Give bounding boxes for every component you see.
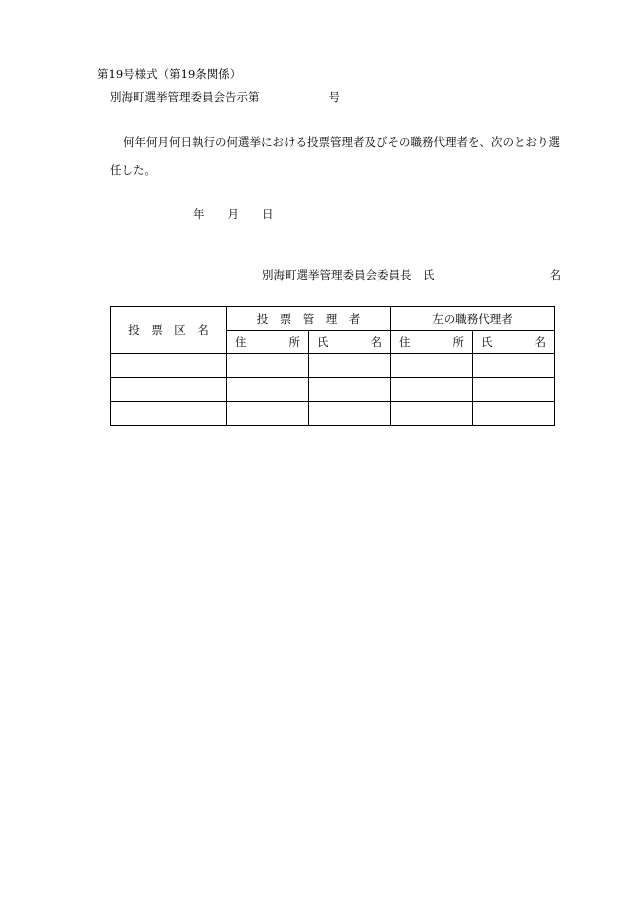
table-row xyxy=(111,402,555,426)
subheader-manager-name xyxy=(309,331,391,354)
table-cell xyxy=(111,402,227,426)
header-polling-manager: 投 票 管 理 者 xyxy=(227,307,391,331)
table-cell xyxy=(473,402,555,426)
name-char-2: 名 xyxy=(370,335,382,349)
table-row xyxy=(111,354,555,378)
name-char-1: 氏 xyxy=(481,335,493,349)
table-cell xyxy=(309,354,391,378)
name-char-2: 名 xyxy=(534,335,546,349)
body-text-line1: 何年何月何日執行の何選挙における投票管理者及びその職務代理者を、次のとおり選 xyxy=(123,135,560,149)
table-cell xyxy=(391,402,473,426)
table-cell xyxy=(227,354,309,378)
address-char-1: 住 xyxy=(399,335,411,349)
table-cell xyxy=(111,378,227,402)
table-header-row xyxy=(111,307,555,331)
table-row xyxy=(111,378,555,402)
subheader-deputy-address xyxy=(391,331,473,354)
table-cell xyxy=(391,378,473,402)
form-number: 第19号様式（第19条関係） xyxy=(97,67,242,81)
table-cell xyxy=(309,378,391,402)
date-line: 年 月 日 xyxy=(193,207,274,221)
table-cell xyxy=(473,354,555,378)
signature-line: 別海町選挙管理委員会委員長 氏 名 xyxy=(262,268,561,282)
table-cell xyxy=(227,378,309,402)
appointment-table xyxy=(110,306,555,426)
notice-number: 別海町選挙管理委員会告示第 号 xyxy=(110,90,340,104)
subheader-manager-address xyxy=(227,331,309,354)
address-char-2: 所 xyxy=(452,335,464,349)
table-cell xyxy=(309,402,391,426)
header-deputy: 左の職務代理者 xyxy=(391,307,555,331)
name-char-1: 氏 xyxy=(317,335,329,349)
table-cell xyxy=(473,378,555,402)
table-cell xyxy=(227,402,309,426)
address-char-2: 所 xyxy=(288,335,300,349)
header-polling-district: 投 票 区 名 xyxy=(111,307,227,354)
body-text-line2: 任した。 xyxy=(110,163,156,177)
table-cell xyxy=(111,354,227,378)
address-char-1: 住 xyxy=(235,335,247,349)
subheader-deputy-name xyxy=(473,331,555,354)
table-cell xyxy=(391,354,473,378)
